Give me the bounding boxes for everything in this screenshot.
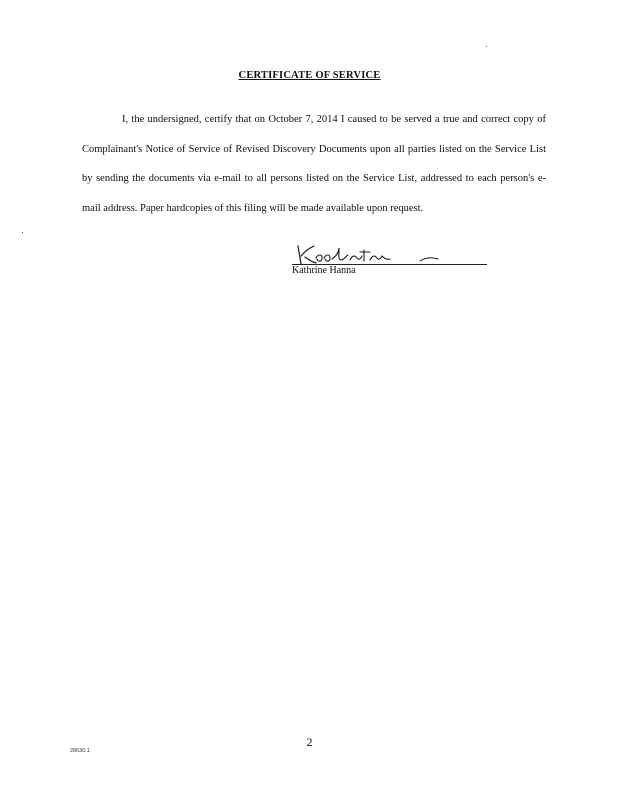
scan-speck — [22, 232, 23, 233]
document-id: 28630.1 — [70, 748, 90, 754]
signer-name: Kathrine Hanna — [292, 265, 356, 276]
page-number: 2 — [306, 735, 313, 749]
scan-speck — [486, 46, 487, 47]
certification-paragraph: I, the undersigned, certify that on October 7, 2014 I caused to be served a true and correct copy of Complainant's Notice of Service of Revised Discovery Documents upon all parties listed on the Service List by sending the documents via e-mail to all persons listed on the Service List, addressed to each person's e-mail address. Paper hardcopies of this filing will be made available upon request. — [82, 114, 546, 214]
signature-block — [292, 238, 492, 282]
certificate-title: CERTIFICATE OF SERVICE — [238, 70, 381, 81]
